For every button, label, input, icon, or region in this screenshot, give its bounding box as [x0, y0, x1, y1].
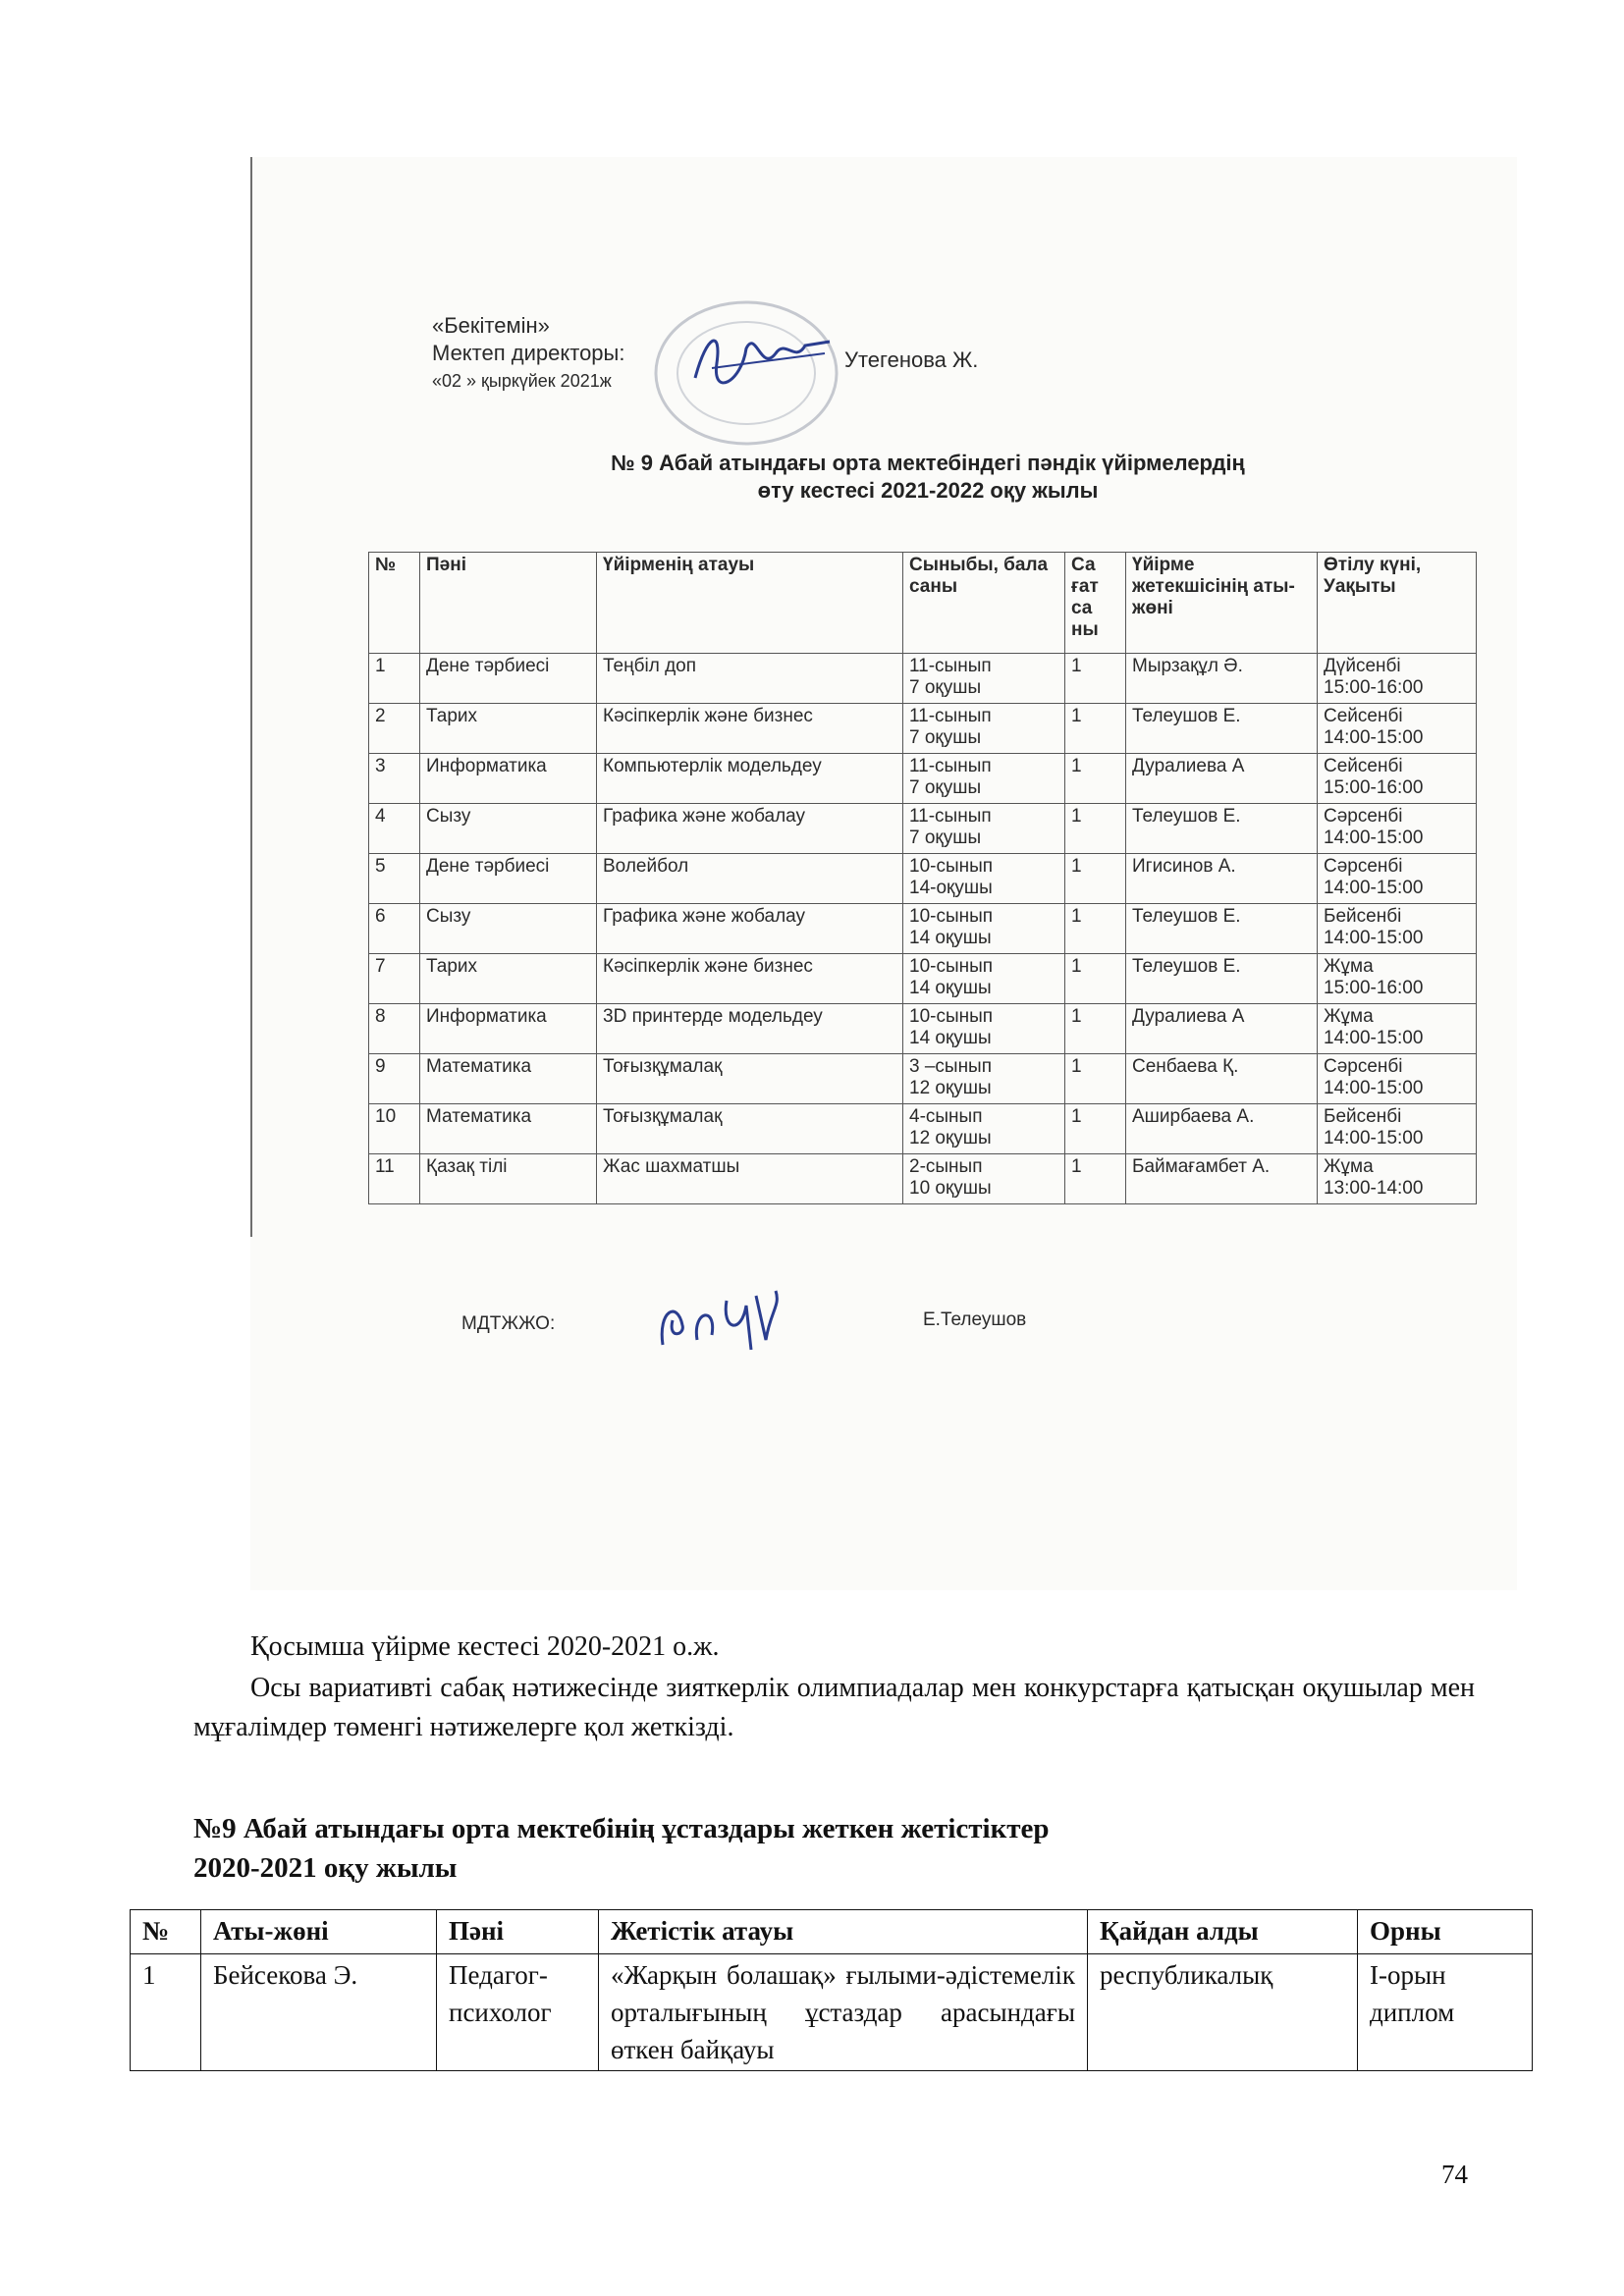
col-hours: Са ғат са ны	[1065, 553, 1126, 654]
sched-day: Сейсенбі 15:00-16:00	[1318, 754, 1477, 804]
achievements-heading	[193, 1809, 1050, 1888]
sched-hours: 1	[1065, 704, 1126, 754]
sched-subject: Дене тәрбиесі	[420, 854, 597, 904]
ach-col-subject: Пәні	[437, 1910, 599, 1954]
approved-label: «Бекітемін»	[432, 313, 550, 338]
sched-leader: Игисинов А.	[1126, 854, 1318, 904]
sched-club: Графика және жобалау	[597, 804, 903, 854]
achievements-header-row	[131, 1910, 1533, 1954]
table-row	[369, 1004, 1477, 1054]
schedule-title	[432, 450, 1424, 505]
approval-date: «02 » қыркүйек 2021ж	[432, 371, 612, 391]
table-row	[369, 754, 1477, 804]
sched-number: 2	[369, 704, 420, 754]
ach-col-number: №	[131, 1910, 201, 1954]
sched-club: Графика және жобалау	[597, 904, 903, 954]
sched-hours: 1	[1065, 854, 1126, 904]
club-schedule-table	[368, 552, 1477, 1204]
sched-hours: 1	[1065, 1004, 1126, 1054]
sched-club: 3D принтерде модельдеу	[597, 1004, 903, 1054]
sched-hours: 1	[1065, 1154, 1126, 1204]
sched-day: Бейсенбі 14:00-15:00	[1318, 1104, 1477, 1154]
sched-number: 3	[369, 754, 420, 804]
sched-hours: 1	[1065, 654, 1126, 704]
sched-class: 4-сынып 12 оқушы	[903, 1104, 1065, 1154]
approval-block	[432, 312, 624, 395]
sched-club: Кәсіпкерлік және бизнес	[597, 954, 903, 1004]
ach-place: І-орын диплом	[1358, 1954, 1533, 2071]
ach-number: 1	[131, 1954, 201, 2071]
sched-subject: Тарих	[420, 954, 597, 1004]
director-label: Мектеп директоры:	[432, 341, 625, 365]
sched-hours: 1	[1065, 804, 1126, 854]
sched-number: 7	[369, 954, 420, 1004]
sched-leader: Телеушов Е.	[1126, 804, 1318, 854]
ach-source: республикалық	[1088, 1954, 1358, 2071]
sched-class: 10-сынып 14 оқушы	[903, 954, 1065, 1004]
ach-subject: Педагог-психолог	[437, 1954, 599, 2071]
director-signature	[687, 324, 835, 393]
schedule-title-line2: өту кестесі 2021-2022 оқу жылы	[757, 478, 1099, 503]
sched-number: 9	[369, 1054, 420, 1104]
sched-club: Жас шахматшы	[597, 1154, 903, 1204]
paragraph-results: Осы вариативті сабақ нәтижесінде зияткерлік олимпиадалар мен конкурстарға қатысқан оқушылар мен мұғалімдер төменгі нәтижелерге қол жеткізді.	[193, 1673, 1475, 1742]
sched-day: Жұма 15:00-16:00	[1318, 954, 1477, 1004]
director-name: Утегенова Ж.	[844, 347, 979, 372]
mdt-name: Е.Телеушов	[923, 1309, 1027, 1330]
sched-day: Сейсенбі 14:00-15:00	[1318, 704, 1477, 754]
sched-number: 1	[369, 654, 420, 704]
sched-day: Дүйсенбі 15:00-16:00	[1318, 654, 1477, 704]
col-number: №	[369, 553, 420, 654]
sched-number: 6	[369, 904, 420, 954]
sched-number: 5	[369, 854, 420, 904]
sched-class: 3 –сынып 12 оқушы	[903, 1054, 1065, 1104]
achievements-heading-line2: 2020-2021 оқу жылы	[193, 1852, 458, 1884]
deputy-signature	[648, 1281, 795, 1360]
achievements-heading-line1: №9 Абай атындағы орта мектебінің ұстаздары жеткен жетістіктер	[193, 1813, 1050, 1844]
table-row	[369, 854, 1477, 904]
sched-class: 10-сынып 14 оқушы	[903, 1004, 1065, 1054]
sched-class: 11-сынып 7 оқушы	[903, 754, 1065, 804]
schedule-title-line1: № 9 Абай атындағы орта мектебіндегі пәндік үйірмелердің	[611, 451, 1245, 475]
achievements-table	[130, 1909, 1533, 2071]
sched-class: 11-сынып 7 оқушы	[903, 804, 1065, 854]
sched-class: 2-сынып 10 оқушы	[903, 1154, 1065, 1204]
sched-club: Тоғызқұмалақ	[597, 1054, 903, 1104]
sched-club: Волейбол	[597, 854, 903, 904]
sched-subject: Сызу	[420, 904, 597, 954]
sched-leader: Мырзақұл Ә.	[1126, 654, 1318, 704]
sched-hours: 1	[1065, 1104, 1126, 1154]
sched-day: Жұма 14:00-15:00	[1318, 1004, 1477, 1054]
col-class: Сыныбы, бала саны	[903, 553, 1065, 654]
sched-leader: Сенбаева Қ.	[1126, 1054, 1318, 1104]
sched-subject: Математика	[420, 1054, 597, 1104]
sched-subject: Сызу	[420, 804, 597, 854]
sched-subject: Математика	[420, 1104, 597, 1154]
table-row	[369, 1054, 1477, 1104]
sched-subject: Информатика	[420, 1004, 597, 1054]
sched-leader: Телеушов Е.	[1126, 704, 1318, 754]
ach-col-title: Жетістік атауы	[599, 1910, 1088, 1954]
ach-name: Бейсекова Э.	[201, 1954, 437, 2071]
col-day-time: Өтілу күні, Уақыты	[1318, 553, 1477, 654]
sched-hours: 1	[1065, 754, 1126, 804]
sched-day: Сәрсенбі 14:00-15:00	[1318, 804, 1477, 854]
table-row	[369, 1154, 1477, 1204]
ach-col-place: Орны	[1358, 1910, 1533, 1954]
sched-leader: Дуралиева А	[1126, 754, 1318, 804]
sched-club: Теңбіл доп	[597, 654, 903, 704]
sched-class: 10-сынып 14 оқушы	[903, 904, 1065, 954]
sched-number: 11	[369, 1154, 420, 1204]
sched-class: 11-сынып 7 оқушы	[903, 704, 1065, 754]
sched-class: 11-сынып 7 оқушы	[903, 654, 1065, 704]
sched-number: 8	[369, 1004, 420, 1054]
sched-subject: Информатика	[420, 754, 597, 804]
sched-class: 10-сынып 14-оқушы	[903, 854, 1065, 904]
sched-day: Сәрсенбі 14:00-15:00	[1318, 854, 1477, 904]
sched-hours: 1	[1065, 1054, 1126, 1104]
sched-number: 4	[369, 804, 420, 854]
table-row	[369, 654, 1477, 704]
sched-leader: Телеушов Е.	[1126, 954, 1318, 1004]
sched-club: Тоғызқұмалақ	[597, 1104, 903, 1154]
page-number: 74	[1441, 2160, 1468, 2189]
col-club-name: Үйірменің атауы	[597, 553, 903, 654]
sched-leader: Дуралиева А	[1126, 1004, 1318, 1054]
table-row	[369, 704, 1477, 754]
sched-day: Бейсенбі 14:00-15:00	[1318, 904, 1477, 954]
sched-subject: Тарих	[420, 704, 597, 754]
ach-title: «Жарқын болашақ» ғылыми-әдістемелік орталығының ұстаздар арасындағы өткен байқауы	[599, 1954, 1088, 2071]
sched-hours: 1	[1065, 954, 1126, 1004]
sched-leader: Баймағамбет А.	[1126, 1154, 1318, 1204]
sched-number: 10	[369, 1104, 420, 1154]
sched-day: Жұма 13:00-14:00	[1318, 1154, 1477, 1204]
table-row	[369, 804, 1477, 854]
sched-club: Компьютерлік модельдеу	[597, 754, 903, 804]
table-row	[369, 954, 1477, 1004]
paragraph-extra-schedule: Қосымша үйірме кестесі 2020-2021 о.ж.	[250, 1631, 720, 1662]
schedule-header-row	[369, 553, 1477, 654]
table-row	[369, 904, 1477, 954]
sched-day: Сәрсенбі 14:00-15:00	[1318, 1054, 1477, 1104]
scan-left-edge	[250, 157, 252, 1237]
col-subject: Пәні	[420, 553, 597, 654]
ach-col-name: Аты-жөні	[201, 1910, 437, 1954]
col-leader: Үйірме жетекшісінің аты-жөні	[1126, 553, 1318, 654]
sched-subject: Қазақ тілі	[420, 1154, 597, 1204]
sched-leader: Телеушов Е.	[1126, 904, 1318, 954]
sched-leader: Аширбаева А.	[1126, 1104, 1318, 1154]
ach-col-source: Қайдан алды	[1088, 1910, 1358, 1954]
mdt-label: МДТЖЖО:	[461, 1313, 556, 1334]
table-row	[369, 1104, 1477, 1154]
sched-hours: 1	[1065, 904, 1126, 954]
sched-club: Кәсіпкерлік және бизнес	[597, 704, 903, 754]
sched-subject: Дене тәрбиесі	[420, 654, 597, 704]
table-row	[131, 1954, 1533, 2071]
